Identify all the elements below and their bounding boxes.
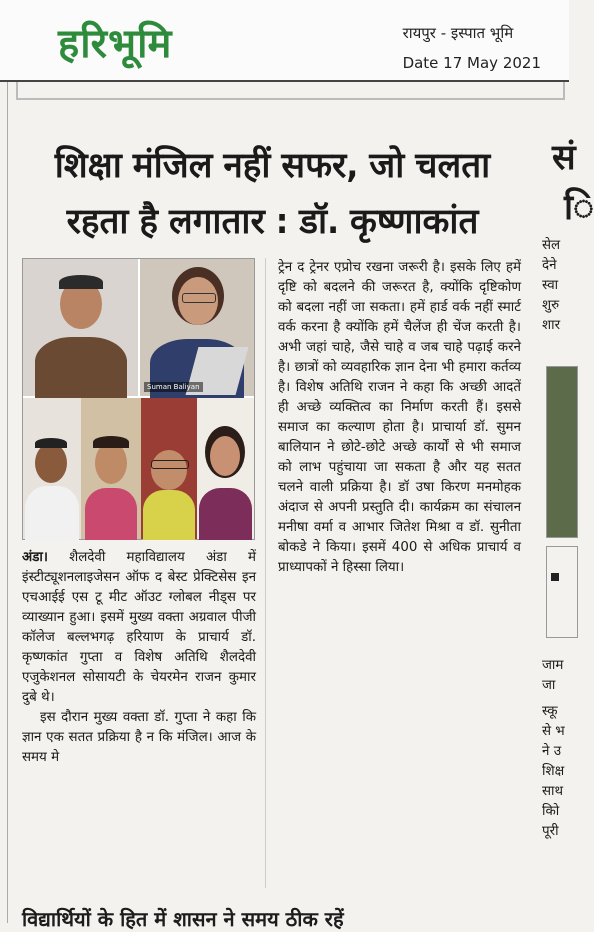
- top-box-border: [16, 82, 565, 100]
- article-headline: [20, 138, 525, 250]
- article-paragraph-1: अंडा। शैलदेवी महाविद्यालय अंडा में इंस्टीट्यूशनलाइजेसन ऑफ द बेस्ट प्रेक्टिसेस इन एचआईई एस टू मीट ऑउट ग्लोबल नीड्स पर व्याख्यान हुआ। इसमें मुख्य वक्ता अग्रवाल पीजी कॉलेज बल्लभगढ़ हरियाण के प्राचार्य डॉ. कृष्णकांत गुप्ता व विशेष अतिथि शैलदेवी एजुकेशनल सोसायटी के चेयरमेन राजन कुमार दुबे थे।: [22, 550, 256, 705]
- edition-info: [403, 18, 541, 78]
- adjacent-line: देने: [542, 258, 557, 273]
- adjacent-article-fragment: [538, 130, 594, 890]
- photo-tile-participant-4: [197, 398, 254, 539]
- adjacent-line: स्वा: [542, 278, 559, 293]
- adjacent-line: पूरी: [542, 824, 559, 839]
- column-divider: [265, 258, 266, 888]
- adjacent-photo: [546, 366, 578, 538]
- photo-tile-participant-3: [141, 398, 197, 539]
- next-article-headline-fragment: विद्यार्थियों के हित में शासन ने समय ठीक रहें: [22, 907, 344, 931]
- adjacent-line: जा: [542, 678, 556, 693]
- edition-name: रायपुर - इस्पात भूमि: [402, 24, 514, 42]
- article-paragraph-3: ट्रेन द ट्रेनर एप्रोच रखना जरूरी है। इसके लिए हमें दृष्टि को बदलने की जरूरत है, क्योंकि दृष्टिकोण को बदला नहीं जा सकता। हमें हार्ड वर्क नहीं स्मार्ट वर्क करना है क्योंकि हमें चैलेंज ही चेंज करती है। अभी जहां चाहे, जैसे चाहे व जब चाहे पढ़ाई करने है। छात्रों को व्यवहारिक ज्ञान देना भी हमारा कर्तव्य है। विशेष अतिथि राजन ने कहा कि अच्छी आदतें ही अच्छे व्यक्तित्व का निर्माण करती हैं। इससे समाज का कल्याण होता है। प्राचार्या डॉ. सुमन बालियान ने छोटे-छोटे अच्छे कार्यों से भी समाज को लाभ पहुंचाया जा सकता है और यह सतत चलने वाली प्रक्रिया है। डॉ उषा किरण मनमोहक अंदाज से अपनी प्रस्तुति दी। कार्यक्रम का संचालन मनीषा वर्मा व आभार जितेश मिश्रा व डॉ. सुनीता बोकडे ने किया। इसमें 400 से अधिक प्राचार्य व प्राध्यापकों ने हिस्सा लिया।: [278, 260, 521, 575]
- adjacent-headline-fragment-1: सं: [552, 138, 576, 178]
- dateline: अंडा।: [22, 550, 48, 565]
- adjacent-line: शुरु: [542, 298, 560, 313]
- adjacent-line: कोि: [542, 804, 560, 819]
- photo-tile-participant-2: [81, 398, 141, 539]
- article-photo-collage: [22, 258, 255, 540]
- adjacent-line: ने उ: [542, 744, 562, 759]
- photo-tile-principal: [140, 259, 254, 396]
- masthead: [0, 0, 569, 80]
- adjacent-line: सेल: [542, 238, 561, 253]
- adjacent-line: स्कू: [542, 704, 558, 719]
- adjacent-box: [546, 546, 578, 638]
- adjacent-line: से भ: [542, 724, 565, 739]
- edition-date: Date 17 May 2021: [402, 54, 541, 72]
- newspaper-logo: हरिभूमि: [58, 21, 173, 67]
- adjacent-headline-fragment-2: ि: [564, 188, 594, 228]
- left-edge-line: [7, 82, 8, 923]
- headline-line-1: शिक्षा मंजिल नहीं सफर, जो चलता: [54, 146, 491, 186]
- adjacent-line: शिक्ष: [542, 764, 565, 779]
- article-column-1: [22, 548, 256, 768]
- adjacent-line: साथ: [542, 784, 564, 799]
- participant-name-tag: Suman Baliyan: [144, 382, 203, 392]
- adjacent-line: जाम: [542, 658, 564, 673]
- article-column-2: [278, 258, 521, 578]
- adjacent-line: शार: [542, 318, 561, 333]
- article-paragraph-2: इस दौरान मुख्य वक्ता डॉ. गुप्ता ने कहा कि ज्ञान एक सतत प्रक्रिया है न कि मंजिल। आज के समय मे: [22, 710, 256, 765]
- photo-tile-speaker: [23, 259, 138, 396]
- photo-tile-participant-1: [23, 398, 81, 539]
- headline-line-2: रहता है लगातार : डॉ. कृष्णाकांत: [66, 202, 479, 242]
